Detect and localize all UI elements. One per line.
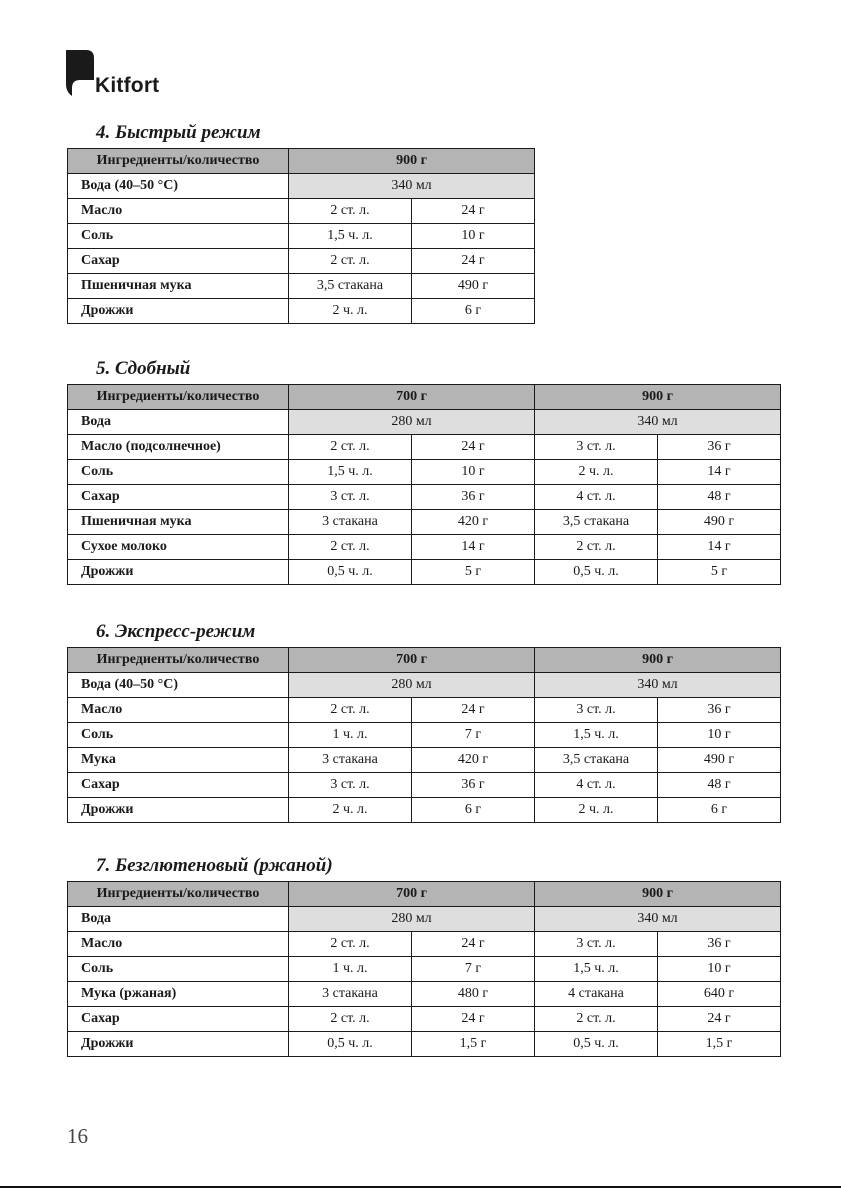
weight-cell: 24 г — [658, 1007, 781, 1032]
measure-cell: 2 ст. л. — [289, 535, 412, 560]
section-title-express-mode: 6. Экспресс-режим — [96, 621, 256, 642]
table-header-row — [68, 149, 535, 174]
table-row — [68, 510, 781, 535]
ingredient-label: Масло — [68, 698, 289, 723]
table-header-row — [68, 648, 781, 673]
weight-cell: 7 г — [412, 957, 535, 982]
weight-cell: 36 г — [658, 435, 781, 460]
water-amount-700: 280 мл — [289, 907, 535, 932]
weight-cell: 10 г — [658, 723, 781, 748]
recipe-table-fast-mode — [67, 148, 535, 324]
water-amount-700: 280 мл — [289, 410, 535, 435]
measure-cell: 4 ст. л. — [535, 485, 658, 510]
section-title-sweet-bread: 5. Сдобный — [96, 358, 191, 379]
measure-cell: 2 ст. л. — [289, 1007, 412, 1032]
measure-cell: 2 ст. л. — [535, 1007, 658, 1032]
measure-cell: 3 стакана — [289, 982, 412, 1007]
ingredient-label: Соль — [68, 460, 289, 485]
weight-cell: 10 г — [658, 957, 781, 982]
ingredient-label: Дрожжи — [68, 1032, 289, 1057]
measure-cell: 4 стакана — [535, 982, 658, 1007]
header-weight-700: 700 г — [289, 648, 535, 673]
table-row — [68, 723, 781, 748]
table-row — [68, 249, 535, 274]
table-row-water — [68, 907, 781, 932]
weight-cell: 10 г — [412, 224, 535, 249]
table-row-water — [68, 174, 535, 199]
ingredient-label: Пшеничная мука — [68, 510, 289, 535]
weight-cell: 490 г — [412, 274, 535, 299]
ingredient-label: Сахар — [68, 485, 289, 510]
brand-name: Kitfort — [95, 74, 160, 97]
weight-cell: 24 г — [412, 698, 535, 723]
weight-cell: 1,5 г — [658, 1032, 781, 1057]
table-row — [68, 299, 535, 324]
weight-cell: 24 г — [412, 435, 535, 460]
measure-cell: 0,5 ч. л. — [289, 560, 412, 585]
measure-cell: 2 ч. л. — [535, 460, 658, 485]
ingredient-label: Дрожжи — [68, 798, 289, 823]
ingredient-label: Вода — [68, 410, 289, 435]
weight-cell: 36 г — [658, 932, 781, 957]
weight-cell: 5 г — [412, 560, 535, 585]
weight-cell: 24 г — [412, 199, 535, 224]
header-weight-700: 700 г — [289, 882, 535, 907]
header-weight-900: 900 г — [535, 882, 781, 907]
measure-cell: 2 ст. л. — [289, 698, 412, 723]
header-weight-900: 900 г — [535, 648, 781, 673]
measure-cell: 2 ст. л. — [289, 435, 412, 460]
table-row — [68, 199, 535, 224]
ingredient-label: Масло — [68, 199, 289, 224]
ingredient-label: Мука — [68, 748, 289, 773]
table-row — [68, 224, 535, 249]
ingredient-label: Вода (40–50 °C) — [68, 174, 289, 199]
weight-cell: 7 г — [412, 723, 535, 748]
measure-cell: 1 ч. л. — [289, 957, 412, 982]
weight-cell: 6 г — [412, 798, 535, 823]
measure-cell: 1,5 ч. л. — [535, 957, 658, 982]
measure-cell: 1 ч. л. — [289, 723, 412, 748]
table-row-water — [68, 673, 781, 698]
water-amount-900: 340 мл — [535, 907, 781, 932]
table-row — [68, 1007, 781, 1032]
measure-cell: 1,5 ч. л. — [289, 224, 412, 249]
ingredient-label: Вода — [68, 907, 289, 932]
weight-cell: 490 г — [658, 510, 781, 535]
water-amount-900: 340 мл — [535, 673, 781, 698]
section-title-gluten-free: 7. Безглютеновый (ржаной) — [96, 855, 333, 876]
measure-cell: 3 ст. л. — [289, 485, 412, 510]
ingredient-label: Дрожжи — [68, 299, 289, 324]
ingredient-label: Масло — [68, 932, 289, 957]
water-amount-900: 340 мл — [289, 174, 535, 199]
weight-cell: 10 г — [412, 460, 535, 485]
table-row — [68, 957, 781, 982]
water-amount-700: 280 мл — [289, 673, 535, 698]
measure-cell: 0,5 ч. л. — [535, 1032, 658, 1057]
ingredient-label: Сахар — [68, 249, 289, 274]
header-ingredients: Ингредиенты/количество — [68, 648, 289, 673]
weight-cell: 36 г — [412, 485, 535, 510]
measure-cell: 4 ст. л. — [535, 773, 658, 798]
weight-cell: 6 г — [412, 299, 535, 324]
measure-cell: 3 ст. л. — [535, 932, 658, 957]
ingredient-label: Пшеничная мука — [68, 274, 289, 299]
weight-cell: 14 г — [658, 535, 781, 560]
measure-cell: 2 ст. л. — [535, 535, 658, 560]
table-header-row — [68, 385, 781, 410]
measure-cell: 2 ст. л. — [289, 249, 412, 274]
ingredient-label: Дрожжи — [68, 560, 289, 585]
weight-cell: 14 г — [658, 460, 781, 485]
page-number: 16 — [67, 1124, 88, 1148]
recipe-table-express-mode — [67, 647, 781, 823]
table-row — [68, 485, 781, 510]
ingredient-label: Сахар — [68, 1007, 289, 1032]
table-row — [68, 932, 781, 957]
header-weight-900: 900 г — [289, 149, 535, 174]
weight-cell: 1,5 г — [412, 1032, 535, 1057]
ingredient-label: Сухое молоко — [68, 535, 289, 560]
table-row — [68, 435, 781, 460]
weight-cell: 480 г — [412, 982, 535, 1007]
weight-cell: 420 г — [412, 510, 535, 535]
weight-cell: 640 г — [658, 982, 781, 1007]
recipe-table-gluten-free — [67, 881, 781, 1057]
measure-cell: 3 стакана — [289, 748, 412, 773]
ingredient-label: Соль — [68, 224, 289, 249]
table-header-row — [68, 882, 781, 907]
kitfort-logo-icon — [64, 48, 94, 98]
ingredient-label: Масло (подсолнечное) — [68, 435, 289, 460]
weight-cell: 6 г — [658, 798, 781, 823]
weight-cell: 36 г — [658, 698, 781, 723]
water-amount-900: 340 мл — [535, 410, 781, 435]
measure-cell: 0,5 ч. л. — [289, 1032, 412, 1057]
header-weight-900: 900 г — [535, 385, 781, 410]
table-row — [68, 460, 781, 485]
weight-cell: 48 г — [658, 773, 781, 798]
weight-cell: 14 г — [412, 535, 535, 560]
header-ingredients: Ингредиенты/количество — [68, 882, 289, 907]
measure-cell: 3 ст. л. — [535, 435, 658, 460]
weight-cell: 24 г — [412, 249, 535, 274]
table-row — [68, 274, 535, 299]
table-row — [68, 1032, 781, 1057]
measure-cell: 2 ст. л. — [289, 932, 412, 957]
header-ingredients: Ингредиенты/количество — [68, 149, 289, 174]
measure-cell: 2 ст. л. — [289, 199, 412, 224]
table-row-water — [68, 410, 781, 435]
measure-cell: 2 ч. л. — [289, 798, 412, 823]
weight-cell: 24 г — [412, 932, 535, 957]
table-row — [68, 535, 781, 560]
ingredient-label: Мука (ржаная) — [68, 982, 289, 1007]
measure-cell: 2 ч. л. — [535, 798, 658, 823]
recipe-table-sweet-bread — [67, 384, 781, 585]
brand-logo — [64, 48, 174, 100]
table-row — [68, 748, 781, 773]
measure-cell: 3 ст. л. — [289, 773, 412, 798]
weight-cell: 48 г — [658, 485, 781, 510]
ingredient-label: Соль — [68, 723, 289, 748]
ingredient-label: Соль — [68, 957, 289, 982]
weight-cell: 490 г — [658, 748, 781, 773]
measure-cell: 0,5 ч. л. — [535, 560, 658, 585]
weight-cell: 24 г — [412, 1007, 535, 1032]
measure-cell: 1,5 ч. л. — [289, 460, 412, 485]
header-ingredients: Ингредиенты/количество — [68, 385, 289, 410]
measure-cell: 1,5 ч. л. — [535, 723, 658, 748]
ingredient-label: Сахар — [68, 773, 289, 798]
measure-cell: 3,5 стакана — [535, 748, 658, 773]
table-row — [68, 982, 781, 1007]
table-row — [68, 560, 781, 585]
header-weight-700: 700 г — [289, 385, 535, 410]
measure-cell: 3,5 стакана — [289, 274, 412, 299]
table-row — [68, 698, 781, 723]
measure-cell: 2 ч. л. — [289, 299, 412, 324]
ingredient-label: Вода (40–50 °C) — [68, 673, 289, 698]
table-row — [68, 773, 781, 798]
measure-cell: 3 ст. л. — [535, 698, 658, 723]
measure-cell: 3,5 стакана — [535, 510, 658, 535]
weight-cell: 5 г — [658, 560, 781, 585]
table-row — [68, 798, 781, 823]
section-title-fast-mode: 4. Быстрый режим — [96, 122, 261, 143]
measure-cell: 3 стакана — [289, 510, 412, 535]
weight-cell: 36 г — [412, 773, 535, 798]
weight-cell: 420 г — [412, 748, 535, 773]
